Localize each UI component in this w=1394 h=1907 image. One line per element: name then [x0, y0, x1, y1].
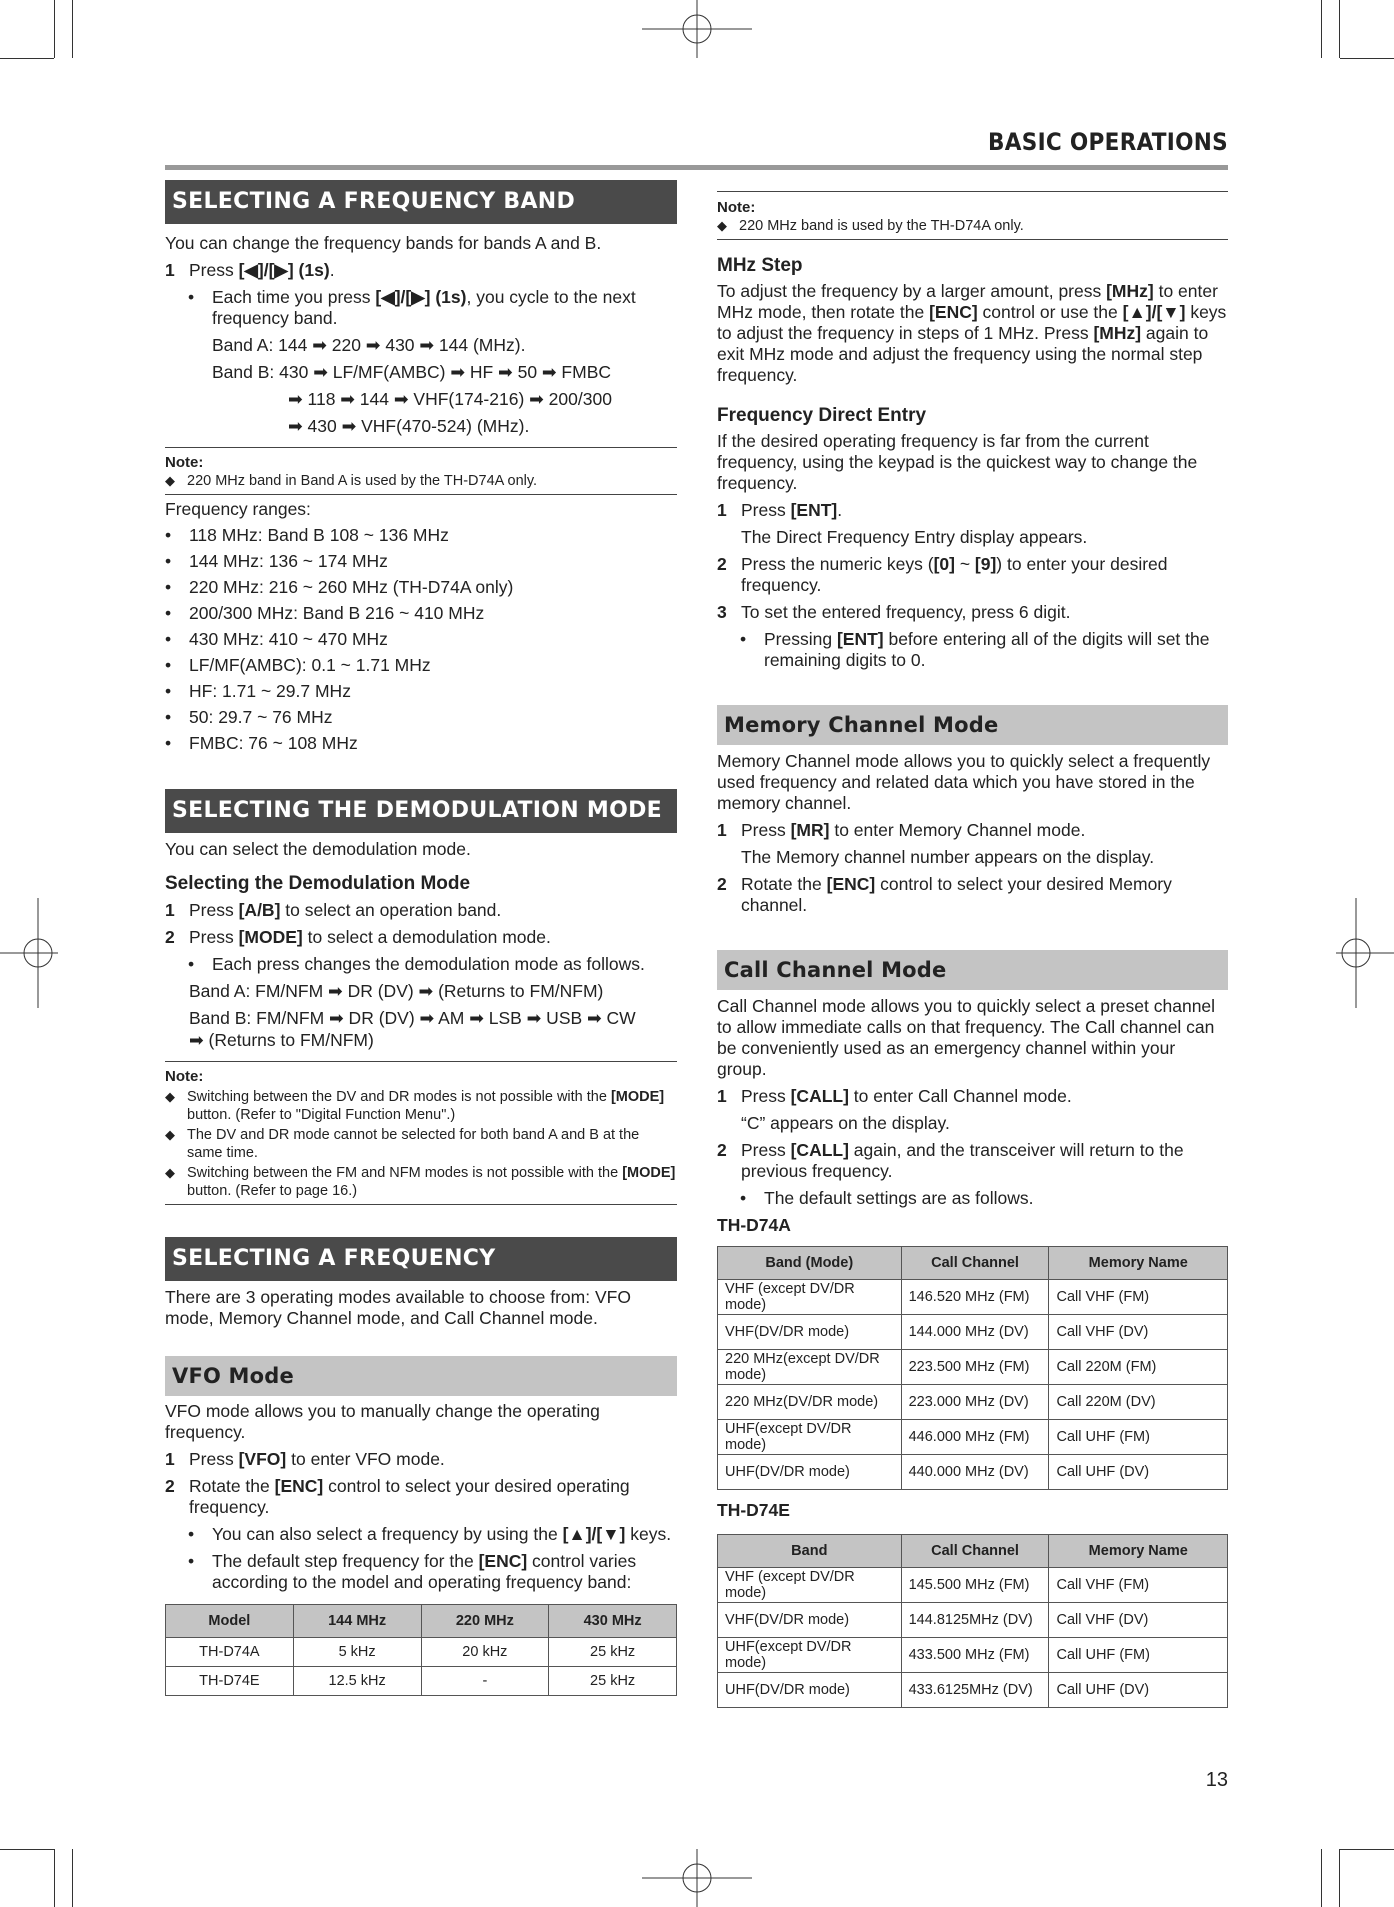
- section-title-memory: Memory Channel Mode: [717, 705, 1228, 745]
- vfo-step-2: 2 Rotate the [ENC] control to select your desired operating frequency.: [165, 1476, 630, 1517]
- demod-band-b-2: ➡ (Returns to FM/NFM): [189, 1030, 374, 1050]
- table-row: UHF(except DV/DR mode) 433.500 MHz (FM) Call UHF (FM): [718, 1638, 1228, 1673]
- table-row: TH-D74A 5 kHz 20 kHz 25 kHz: [166, 1638, 677, 1667]
- left-column: [165, 180, 677, 1696]
- key-label: [◀]/[▶] (1s): [375, 287, 467, 307]
- section-title-call: Call Channel Mode: [717, 950, 1228, 990]
- key-label: [MR]: [790, 820, 830, 840]
- diamond-icon: ◆: [165, 1165, 175, 1180]
- demod-step-2: 2 Press [MODE] to select a demodulation mode.: [165, 927, 551, 947]
- memory-intro: Memory Channel mode allows you to quickly select a frequently used frequency and related data which you have stored in the memory channel.: [717, 751, 1211, 813]
- direct-step-3: 3 To set the entered frequency, press 6 digit.: [717, 602, 1071, 622]
- key-label: [VFO]: [238, 1449, 287, 1469]
- list-item: • 200/300 MHz: Band B 216 ~ 410 MHz: [165, 603, 485, 623]
- section-title-frequency-band: SELECTING A FREQUENCY BAND: [165, 180, 677, 224]
- step-text: Press: [189, 260, 239, 280]
- call-table-d74a: [717, 1246, 1228, 1490]
- table-header: 430 MHz: [549, 1605, 677, 1638]
- step-frequency-table: [165, 1604, 677, 1696]
- demod-note: [165, 1061, 677, 1205]
- memory-step-1-result: The Memory channel number appears on the display.: [741, 847, 1155, 867]
- right-note: [717, 180, 1228, 240]
- band-step-1: [165, 260, 677, 281]
- table-header: 220 MHz: [421, 1605, 549, 1638]
- key-label: [CALL]: [790, 1086, 849, 1106]
- direct-bullet: • Pressing [ENT] before entering all of the digits will set the remaining digits to 0.: [740, 629, 1210, 670]
- header-rule: [165, 165, 1228, 170]
- call-bullet: • The default settings are as follows.: [740, 1188, 1034, 1208]
- right-column: [717, 180, 1228, 1708]
- page-number: 13: [1205, 1769, 1228, 1791]
- note-title: Note:: [165, 454, 204, 471]
- call-step-2: 2 Press [CALL] again, and the transceiver will return to the previous frequency.: [717, 1140, 1184, 1181]
- table-row: TH-D74E 12.5 kHz - 25 kHz: [166, 1667, 677, 1696]
- table-row: VHF(DV/DR mode) 144.000 MHz (DV) Call VHF (DV): [718, 1315, 1228, 1350]
- registration-mark-left: [0, 898, 58, 1008]
- table-header-row: Band (Mode) Call Channel Memory Name: [718, 1247, 1228, 1280]
- diamond-icon: ◆: [165, 473, 175, 488]
- direct-step-2: 2 Press the numeric keys ([0] ~ [9]) to enter your desired frequency.: [717, 554, 1168, 595]
- table-row: UHF(except DV/DR mode) 446.000 MHz (FM) Call UHF (FM): [718, 1420, 1228, 1455]
- diamond-icon: ◆: [717, 218, 727, 233]
- demod-intro: You can select the demodulation mode.: [165, 839, 471, 859]
- list-item: • 50: 29.7 ~ 76 MHz: [165, 707, 333, 727]
- mhz-step-title: MHz Step: [717, 255, 803, 276]
- note-text: 220 MHz band in Band A is used by the TH-D74A only.: [187, 473, 538, 489]
- key-label: [ENC]: [478, 1551, 528, 1571]
- vfo-bullet-2: • The default step frequency for the [ENC] control varies according to the model and operating frequency band:: [188, 1551, 637, 1592]
- bullet-text: , you cycle to the next frequency band.: [212, 287, 636, 328]
- call-step-1-result: “C” appears on the display.: [741, 1113, 950, 1133]
- list-item: • 118 MHz: Band B 108 ~ 136 MHz: [165, 525, 449, 545]
- table-row: VHF(DV/DR mode) 144.8125MHz (DV) Call VHF (DV): [718, 1603, 1228, 1638]
- table-header: 144 MHz: [293, 1605, 421, 1638]
- note-title: Note:: [717, 199, 756, 216]
- section-title-demodulation: SELECTING THE DEMODULATION MODE: [165, 789, 677, 833]
- list-item: • LF/MF(AMBC): 0.1 ~ 1.71 MHz: [165, 655, 431, 675]
- band-intro: You can change the frequency bands for bands A and B.: [165, 233, 602, 253]
- mhz-step-text: To adjust the frequency by a larger amount, press [MHz] to enter MHz mode, then rotate the [ENC] control or use the [▲]/[▼] keys to adjust the frequency in steps of 1 MHz. Press [MHz] again to exit MHz mode and adjust the frequency using the normal step frequency.: [717, 281, 1227, 385]
- step-number: 1: [165, 260, 175, 280]
- table-header-row: Band Call Channel Memory Name: [718, 1535, 1228, 1568]
- note-title: Note:: [165, 1068, 204, 1085]
- table-row: UHF(DV/DR mode) 433.6125MHz (DV) Call UHF (DV): [718, 1673, 1228, 1708]
- table-header-row: [166, 1605, 677, 1638]
- band-b-cycle-1: Band B: 430 ➡ LF/MF(AMBC) ➡ HF ➡ 50 ➡ FMBC: [212, 362, 612, 382]
- table-row: UHF(DV/DR mode) 440.000 MHz (DV) Call UHF (DV): [718, 1455, 1228, 1490]
- note-item: ◆ The DV and DR mode cannot be selected for both band A and B at the same time.: [165, 1127, 640, 1161]
- band-a-cycle: Band A: 144 ➡ 220 ➡ 430 ➡ 144 (MHz).: [212, 335, 526, 355]
- model-a-label: TH-D74A: [717, 1215, 791, 1235]
- ranges-list: [165, 525, 677, 754]
- section-title-selecting-frequency: SELECTING A FREQUENCY: [165, 1237, 677, 1281]
- key-label: [ENC]: [274, 1476, 324, 1496]
- list-item: • 144 MHz: 136 ~ 174 MHz: [165, 551, 388, 571]
- vfo-bullet-1: • You can also select a frequency by using the [▲]/[▼] keys.: [188, 1524, 672, 1544]
- registration-mark-right: [1336, 898, 1394, 1008]
- freq-intro: There are 3 operating modes available to choose from: VFO mode, Memory Channel mode, and Call Channel mode.: [165, 1287, 631, 1328]
- key-label: [▲]/[▼]: [562, 1524, 626, 1544]
- step-text: .: [329, 260, 335, 280]
- table-header: Model: [166, 1605, 294, 1638]
- call-intro: Call Channel mode allows you to quickly select a preset channel to allow immediate calls on that frequency. The Call channel can be conveniently used as an emergency channel within your group.: [717, 996, 1216, 1079]
- table-row: VHF (except DV/DR mode) 146.520 MHz (FM) Call VHF (FM): [718, 1280, 1228, 1315]
- band-note: [165, 447, 677, 495]
- demod-band-a: Band A: FM/NFM ➡ DR (DV) ➡ (Returns to FM/NFM): [189, 981, 604, 1001]
- memory-step-2: 2 Rotate the [ENC] control to select your desired Memory channel.: [717, 874, 1172, 915]
- direct-step-1: 1 Press [ENT].: [717, 500, 843, 520]
- registration-mark-bottom: [642, 1849, 752, 1907]
- demod-subtitle: Selecting the Demodulation Mode: [165, 873, 471, 894]
- key-label: [ENT]: [790, 500, 838, 520]
- model-e-label: TH-D74E: [717, 1500, 790, 1520]
- list-item: • FMBC: 76 ~ 108 MHz: [165, 733, 358, 753]
- note-item: ◆ Switching between the DV and DR modes is not possible with the [MODE] button. (Refer to "Digital Function Menu".): [165, 1089, 665, 1123]
- demod-band-b-1: Band B: FM/NFM ➡ DR (DV) ➡ AM ➡ LSB ➡ USB ➡ CW: [189, 1008, 636, 1028]
- key-label: [CALL]: [790, 1140, 849, 1160]
- band-bullet-1: • Each time you press [◀]/[▶] (1s), you cycle to the next frequency band.: [188, 287, 636, 328]
- table-row: 220 MHz(except DV/DR mode) 223.500 MHz (FM) Call 220M (FM): [718, 1350, 1228, 1385]
- diamond-icon: ◆: [165, 1127, 175, 1142]
- ranges-title: Frequency ranges:: [165, 499, 311, 519]
- table-row: VHF (except DV/DR mode) 145.500 MHz (FM) Call VHF (FM): [718, 1568, 1228, 1603]
- section-title-vfo: VFO Mode: [165, 1356, 677, 1396]
- direct-entry-title: Frequency Direct Entry: [717, 405, 927, 426]
- note-item: ◆ Switching between the FM and NFM modes is not possible with the [MODE] button. (Refer to page 16.): [165, 1165, 676, 1199]
- memory-step-1: 1 Press [MR] to enter Memory Channel mode.: [717, 820, 1086, 840]
- key-label: [◀]/[▶] (1s): [238, 260, 330, 280]
- vfo-step-1: 1 Press [VFO] to enter VFO mode.: [165, 1449, 445, 1469]
- demod-bullet: • Each press changes the demodulation mode as follows.: [188, 954, 645, 974]
- registration-mark-top: [642, 0, 752, 58]
- direct-entry-intro: If the desired operating frequency is far from the current frequency, using the keypad is the quickest way to change the frequency.: [717, 431, 1198, 493]
- table-row: 220 MHz(DV/DR mode) 223.000 MHz (DV) Call 220M (DV): [718, 1385, 1228, 1420]
- page-header-title: BASIC OPERATIONS: [987, 128, 1228, 156]
- bullet-text: Each time you press: [212, 287, 376, 307]
- vfo-intro: VFO mode allows you to manually change the operating frequency.: [165, 1401, 600, 1442]
- key-label: [A/B]: [238, 900, 281, 920]
- note-item: ◆ 220 MHz band is used by the TH-D74A only.: [717, 218, 1024, 234]
- key-label: [ENC]: [826, 874, 876, 894]
- list-item: • HF: 1.71 ~ 29.7 MHz: [165, 681, 351, 701]
- band-b-cycle-3: ➡ 430 ➡ VHF(470-524) (MHz).: [288, 416, 530, 436]
- note-item: [165, 472, 677, 490]
- direct-step-1-result: The Direct Frequency Entry display appears.: [741, 527, 1088, 547]
- band-b-cycle-2: ➡ 118 ➡ 144 ➡ VHF(174-216) ➡ 200/300: [288, 389, 612, 409]
- list-item: • 220 MHz: 216 ~ 260 MHz (TH-D74A only): [165, 577, 514, 597]
- call-table-d74e: [717, 1534, 1228, 1708]
- call-step-1: 1 Press [CALL] to enter Call Channel mode.: [717, 1086, 1072, 1106]
- demod-step-1: 1 Press [A/B] to select an operation band.: [165, 900, 502, 920]
- list-item: • 430 MHz: 410 ~ 470 MHz: [165, 629, 388, 649]
- diamond-icon: ◆: [165, 1089, 175, 1104]
- key-label: [MODE]: [238, 927, 303, 947]
